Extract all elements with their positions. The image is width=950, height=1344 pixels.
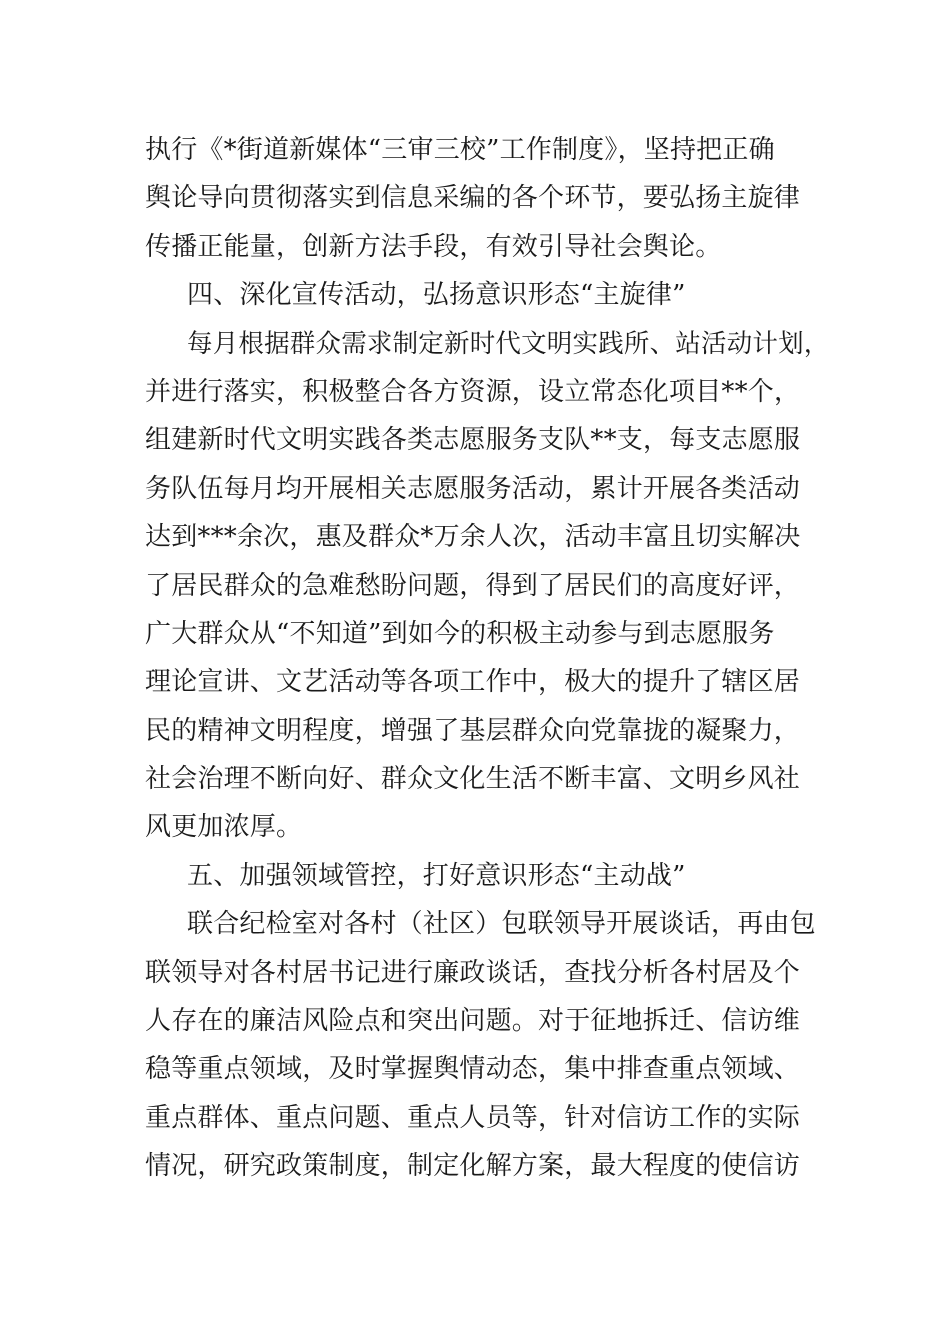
- text-line: 五、加强领域管控，打好意识形态“主动战”: [187, 860, 686, 891]
- text-line: 重点群体、重点问题、重点人员等，针对信访工作的实际: [145, 1102, 801, 1133]
- text-line: 达到***余次，惠及群众*万余人次，活动丰富且切实解决: [145, 522, 801, 553]
- text-line: 民的精神文明程度，增强了基层群众向党靠拢的凝聚力，: [145, 715, 801, 746]
- text-line: 联领导对各村居书记进行廉政谈话，查找分析各村居及个: [145, 957, 801, 988]
- document-body: [145, 126, 830, 1191]
- text-line: 并进行落实，积极整合各方资源，设立常态化项目**个，: [145, 376, 801, 407]
- text-line: 稳等重点领域，及时掌握舆情动态，集中排查重点领域、: [145, 1054, 801, 1085]
- text-line: 每月根据群众需求制定新时代文明实践所、站活动计划，: [187, 328, 830, 359]
- text-line: 舆论导向贯彻落实到信息采编的各个环节，要弘扬主旋律: [145, 183, 801, 214]
- text-line: 理论宣讲、文艺活动等各项工作中，极大的提升了辖区居: [145, 667, 801, 698]
- text-line: 执行《*街道新媒体“三审三校”工作制度》，坚持把正确: [145, 135, 775, 165]
- text-line: 社会治理不断向好、群众文化生活不断丰富、文明乡风社: [145, 764, 801, 795]
- text-line: 风更加浓厚。: [145, 812, 303, 843]
- text-line: 四、深化宣传活动，弘扬意识形态“主旋律”: [187, 280, 686, 311]
- text-line: 人存在的廉洁风险点和突出问题。对于征地拆迁、信访维: [145, 1006, 801, 1037]
- text-line: 了居民群众的急难愁盼问题，得到了居民们的高度好评，: [145, 570, 801, 601]
- text-line: 组建新时代文明实践各类志愿服务支队**支，每支志愿服: [145, 425, 801, 456]
- text-line: 联合纪检室对各村（社区）包联领导开展谈话，再由包: [187, 909, 816, 940]
- text-line: 广大群众从“不知道”到如今的积极主动参与到志愿服务: [145, 618, 775, 649]
- text-line: 务队伍每月均开展相关志愿服务活动，累计开展各类活动: [145, 473, 801, 504]
- text-line: 情况，研究政策制度，制定化解方案，最大程度的使信访: [145, 1151, 801, 1182]
- text-line: 传播正能量，创新方法手段，有效引导社会舆论。: [145, 231, 722, 262]
